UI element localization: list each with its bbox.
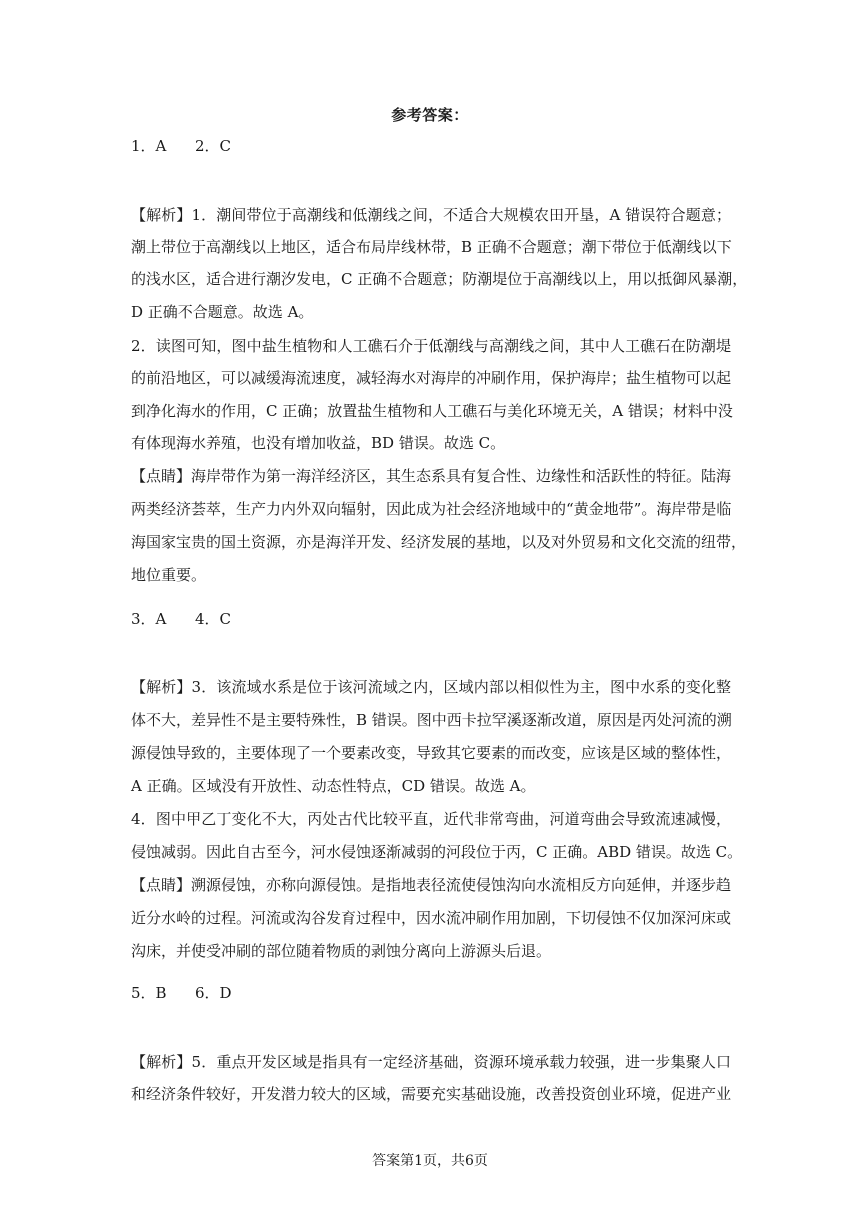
answer-line-1-2: [131, 135, 231, 156]
comment-3-4-line: 【点睛】溯源侵蚀，亦称向源侵蚀。是指地表径流使侵蚀沟向水流相反方向延伸，并逐步趋: [131, 876, 732, 894]
analysis-3-line: A 正确。区域没有开放性、动态性特点，CD 错误。故选 A。: [131, 777, 536, 795]
analysis-2-line: 2．读图可知，图中盐生植物和人工礁石介于低潮线与高潮线之间，其中人工礁石在防潮堤: [131, 337, 731, 355]
analysis-3-line: 源侵蚀导致的，主要体现了一个要素改变，导致其它要素的而改变，应该是区域的整体性，: [131, 744, 732, 762]
page-title: 参考答案：: [391, 106, 469, 124]
analysis-4-line: 侵蚀减弱。因此自古至今，河水侵蚀逐渐减弱的河段位于丙，C 正确。ABD 错误。故选 C。: [131, 843, 743, 861]
comment-3-4-line: 沟床，并使受冲刷的部位随着物质的剥蚀分离向上游源头后退。: [131, 942, 552, 960]
analysis-3-line: 体不大，差异性不是主要特殊性，B 错误。图中西卡拉罕溪逐渐改道，原因是丙处河流的溯: [131, 711, 732, 729]
answer-1: 1．A: [131, 137, 167, 155]
comment-3-4-line: 近分水岭的过程。河流或沟谷发育过程中，因水流冲刷作用加剧，下切侵蚀不仅加深河床或: [131, 909, 732, 927]
comment-1-2-line: 地位重要。: [131, 566, 207, 584]
analysis-1-line: 【解析】1．潮间带位于高潮线和低潮线之间，不适合大规模农田开垦，A 错误符合题意；: [131, 206, 731, 224]
page-footer: 答案第1页，共6页: [372, 1153, 488, 1169]
analysis-5-line: 【解析】5．重点开发区域是指具有一定经济基础，资源环境承载力较强，进一步集聚人口: [131, 1053, 731, 1071]
answer-5: 5．B: [131, 984, 167, 1002]
analysis-2-line: 到净化海水的作用，C 正确；放置盐生植物和人工礁石与美化环境无关，A 错误；材料中没: [131, 402, 733, 420]
analysis-4-line: 4．图中甲乙丁变化不大，丙处古代比较平直，近代非常弯曲，河道弯曲会导致流速减慢，: [131, 810, 731, 828]
analysis-3-line: 【解析】3．该流域水系是位于该河流域之内，区域内部以相似性为主，图中水系的变化整: [131, 678, 731, 696]
comment-1-2-line: 【点睛】海岸带作为第一海洋经济区，其生态系具有复合性、边缘性和活跃性的特征。陆海: [131, 467, 732, 485]
comment-1-2-line: 海国家宝贵的国土资源，亦是海洋开发、经济发展的基地，以及对外贸易和文化交流的纽带，: [131, 533, 747, 551]
analysis-1-line: 潮上带位于高潮线以上地区，适合布局岸线林带，B 正确不合题意；潮下带位于低潮线以下: [131, 238, 732, 256]
comment-1-2-line: 两类经济荟萃，生产力内外双向辐射，因此成为社会经济地域中的“黄金地带”。海岸带是临: [131, 500, 732, 518]
answer-6: 6．D: [195, 984, 232, 1002]
answer-line-5-6: [131, 982, 232, 1003]
answer-2: 2．C: [195, 137, 232, 155]
answer-4: 4．C: [195, 610, 232, 628]
answer-3: 3．A: [131, 610, 167, 628]
analysis-2-line: 有体现海水养殖，也没有增加收益，BD 错误。故选 C。: [131, 434, 506, 452]
analysis-2-line: 的前沿地区，可以减缓海流速度，减轻海水对海岸的冲刷作用，保护海岸；盐生植物可以起: [131, 369, 732, 387]
analysis-1-line: D 正确不合题意。故选 A。: [131, 303, 314, 321]
answer-line-3-4: [131, 608, 231, 629]
analysis-5-line: 和经济条件较好，开发潜力较大的区域，需要充实基础设施，改善投资创业环境，促进产业: [131, 1085, 732, 1103]
analysis-1-line: 的浅水区，适合进行潮汐发电，C 正确不合题意；防潮堤位于高潮线以上，用以抵御风暴潮，: [131, 270, 748, 288]
